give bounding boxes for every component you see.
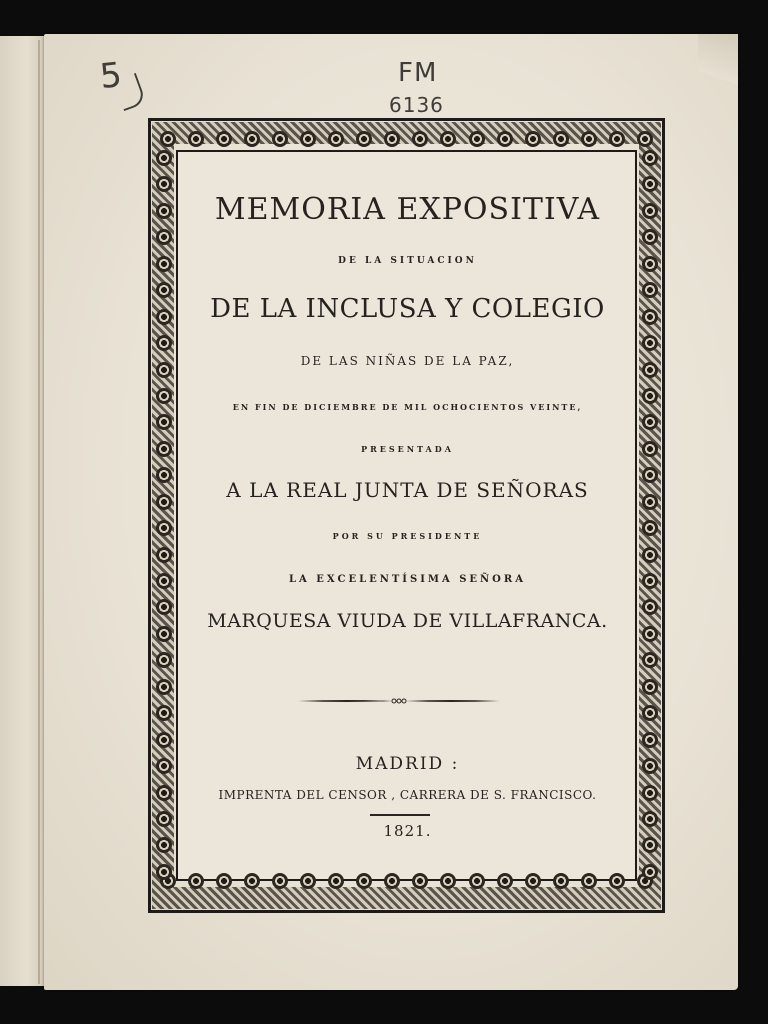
imprint-city: MADRID : — [355, 754, 460, 774]
imprint-rule — [370, 814, 430, 816]
frame-rosette — [156, 362, 172, 378]
frame-rosette — [642, 176, 658, 192]
frame-rosette — [642, 785, 658, 801]
frame-rosette — [642, 547, 658, 563]
frame-rosette — [272, 131, 288, 147]
frame-rosette — [156, 203, 172, 219]
page-corner-fold — [698, 34, 738, 104]
frame-rosette — [216, 131, 232, 147]
frame-rosette — [642, 309, 658, 325]
frame-rosette — [497, 131, 513, 147]
frame-rosette — [642, 335, 658, 351]
frame-rosette — [156, 414, 172, 430]
title-text-block — [180, 150, 635, 880]
frame-rosette — [469, 131, 485, 147]
frame-rosette — [642, 520, 658, 536]
frame-rosette — [156, 599, 172, 615]
title-marquesa: MARQUESA VIUDA DE VILLAFRANCA. — [207, 610, 608, 632]
title-inclusa-colegio: DE LA INCLUSA Y COLEGIO — [210, 294, 605, 324]
frame-rosette — [642, 626, 658, 642]
frame-rosette — [412, 131, 428, 147]
frame-rosette — [328, 131, 344, 147]
frame-rosette — [156, 785, 172, 801]
title-main: MEMORIA EXPOSITIVA — [214, 192, 601, 227]
frame-rosette — [637, 131, 653, 147]
frame-rosette — [156, 864, 172, 880]
frame-rosette — [156, 679, 172, 695]
title-por-su-presidente: POR SU PRESIDENTE — [332, 531, 483, 541]
frame-rosette — [156, 705, 172, 721]
frame-rosettes-right — [639, 150, 661, 880]
frame-rosette — [553, 131, 569, 147]
frame-rosette — [642, 203, 658, 219]
frame-rosette — [156, 150, 172, 166]
frame-rosette — [581, 131, 597, 147]
frame-rosette — [300, 131, 316, 147]
handwritten-shelf-mark-number: 6136 — [389, 93, 444, 117]
frame-rosette — [156, 837, 172, 853]
frame-rosette — [440, 131, 456, 147]
frame-rosettes-left — [153, 150, 175, 880]
title-ninas-de-la-paz: DE LAS NIÑAS DE LA PAZ, — [300, 354, 515, 368]
frame-rosette — [156, 388, 172, 404]
frame-rosette — [642, 388, 658, 404]
title-date-line: EN FIN DE DICIEMBRE DE MIL OCHOCIENTOS VEINTE, — [232, 402, 583, 412]
title-excelentisima: LA EXCELENTÍSIMA SEÑORA — [289, 574, 526, 585]
frame-rosette — [156, 652, 172, 668]
frame-rosette — [156, 494, 172, 510]
frame-rosette — [642, 732, 658, 748]
frame-rosette — [642, 150, 658, 166]
frame-rosette — [156, 573, 172, 589]
frame-rosette — [156, 811, 172, 827]
frame-rosette — [642, 679, 658, 695]
frame-rosette — [156, 520, 172, 536]
frame-rosette — [642, 705, 658, 721]
title-real-junta: A LA REAL JUNTA DE SEÑORAS — [226, 478, 589, 502]
frame-rosette — [642, 864, 658, 880]
frame-rosette — [642, 256, 658, 272]
frame-rosette — [188, 131, 204, 147]
imprint-year: 1821. — [383, 822, 432, 840]
frame-rosette — [356, 131, 372, 147]
frame-rosette — [642, 467, 658, 483]
frame-rosette — [156, 758, 172, 774]
title-presentada: PRESENTADA — [361, 444, 454, 454]
handwritten-shelf-mark-code: FM — [398, 58, 438, 88]
frame-rosette — [642, 441, 658, 457]
frame-rosette — [642, 282, 658, 298]
frame-rosette — [156, 229, 172, 245]
frame-rosette — [525, 131, 541, 147]
frame-rosette — [156, 282, 172, 298]
decorative-flourish — [298, 696, 500, 706]
title-connector-situacion: DE LA SITUACION — [338, 256, 477, 266]
frame-rosette — [156, 309, 172, 325]
frame-rosette — [244, 131, 260, 147]
frame-rosette — [642, 494, 658, 510]
frame-rosette — [642, 758, 658, 774]
frame-rosette — [156, 256, 172, 272]
frame-rosette — [156, 626, 172, 642]
frame-rosette — [156, 176, 172, 192]
handwritten-shelf-mark-left: 5 — [97, 54, 124, 98]
frame-rosette — [156, 547, 172, 563]
frame-rosette — [642, 362, 658, 378]
frame-rosette — [642, 229, 658, 245]
frame-rosette — [156, 732, 172, 748]
frame-rosettes-top — [160, 128, 653, 150]
frame-rosette — [156, 441, 172, 457]
imprint-printer: IMPRENTA DEL CENSOR , CARRERA DE S. FRANCISCO. — [218, 788, 597, 802]
frame-rosette — [160, 131, 176, 147]
frame-rosette — [384, 131, 400, 147]
frame-rosette — [156, 335, 172, 351]
frame-rosette — [609, 131, 625, 147]
frame-rosette — [642, 599, 658, 615]
spine-crease — [38, 40, 40, 984]
frame-rosette — [642, 811, 658, 827]
frame-rosette — [156, 467, 172, 483]
frame-rosette — [642, 837, 658, 853]
frame-rosette — [642, 414, 658, 430]
frame-rosette — [642, 573, 658, 589]
frame-rosette — [642, 652, 658, 668]
